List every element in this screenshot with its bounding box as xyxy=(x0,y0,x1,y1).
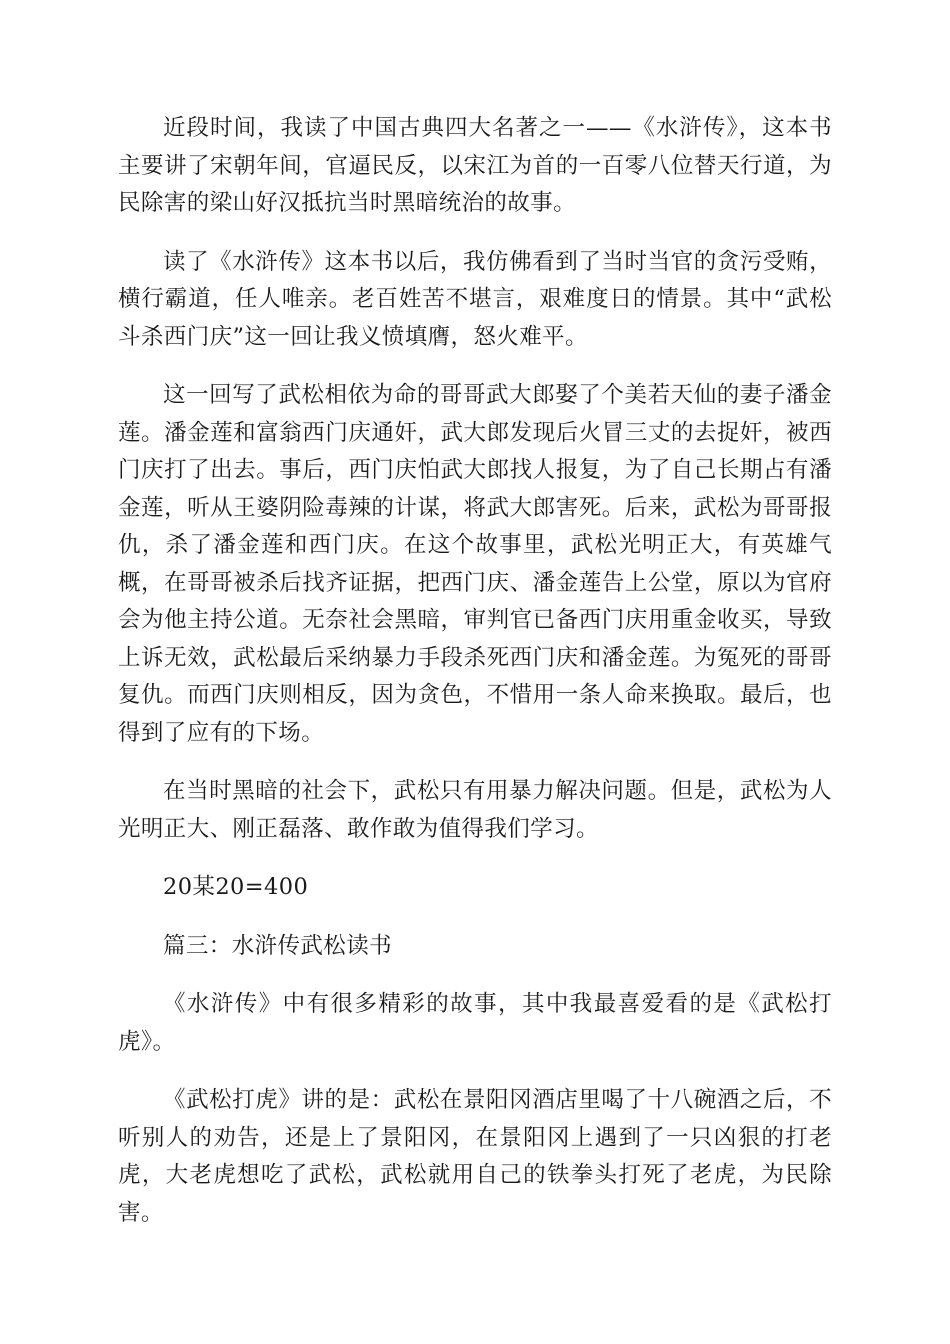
paragraph-tiger-story: 《武松打虎》讲的是：武松在景阳冈酒店里喝了十八碗酒之后，不听别人的劝告，还是上了景阳冈，在景阳冈上遇到了一只凶狠的打老虎，大老虎想吃了武松，武松就用自己的铁拳头打死了老虎，为民除害。 xyxy=(118,1087,832,1226)
section-heading: 篇三：水浒传武松读书 xyxy=(163,932,393,959)
paragraph-formula: 20某20=400 xyxy=(163,874,309,900)
paragraph-conclusion: 在当时黑暗的社会下，武松只有用暴力解决问题。但是，武松为人光明正大、刚正磊落、敢作敢为值得我们学习。 xyxy=(118,778,832,842)
paragraph-story: 这一回写了武松相依为命的哥哥武大郎娶了个美若天仙的妻子潘金莲。潘金莲和富翁西门庆通奸，武大郎发现后火冒三丈的去捉奸，被西门庆打了出去。事后，西门庆怕武大郎找人报复，为了自己长期占有潘金莲，听从王婆阴险毒辣的计谋，将武大郎害死。后来，武松为哥哥报仇，杀了潘金莲和西门庆。在这个故事里，武松光明正大，有英雄气概，在哥哥被杀后找齐证据，把西门庆、潘金莲告上公堂，原以为官府会为他主持公道。无奈社会黑暗，审判官已备西门庆用重金收买，导致上诉无效，武松最后采纳暴力手段杀死西门庆和潘金莲。为冤死的哥哥复仇。而西门庆则相反，因为贪色，不惜用一条人命来换取。最后，也得到了应有的下场。 xyxy=(118,382,832,746)
document-body xyxy=(118,110,832,1253)
paragraph-intro: 近段时间，我读了中国古典四大名著之一——《水浒传》，这本书主要讲了宋朝年间，官逼民反，以宋江为首的一百零八位替天行道，为民除害的梁山好汉抵抗当时黑暗统治的故事。 xyxy=(118,115,832,216)
paragraph-reflection: 读了《水浒传》这本书以后，我仿佛看到了当时当官的贪污受贿，横行霸道，任人唯亲。老百姓苦不堪言，艰难度日的情景。其中“武松斗杀西门庆”这一回让我义愤填膺，怒火难平。 xyxy=(118,248,832,350)
paragraph-favorite-story: 《水浒传》中有很多精彩的故事，其中我最喜爱看的是《武松打虎》。 xyxy=(118,991,832,1055)
